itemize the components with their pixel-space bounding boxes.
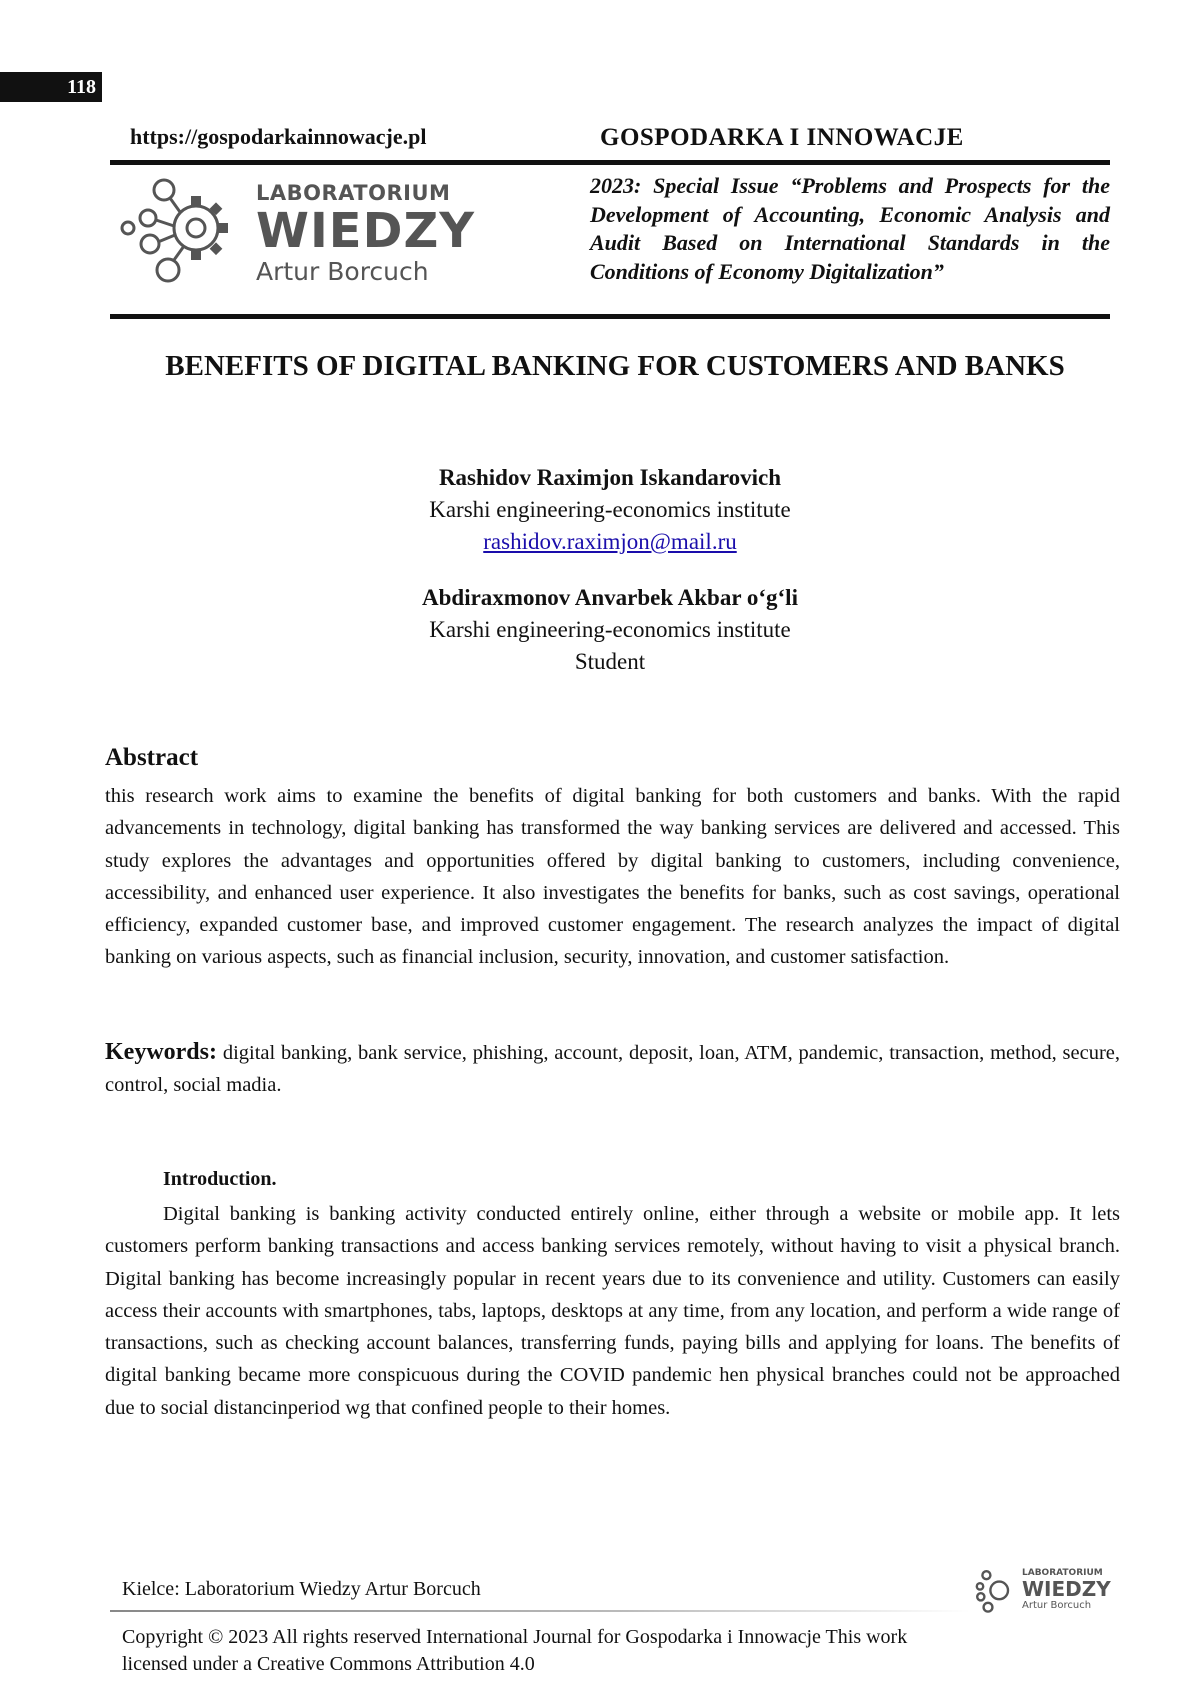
footer-publisher: Kielce: Laboratorium Wiedzy Artur Borcuch bbox=[122, 1578, 481, 1600]
page-number: 118 bbox=[0, 72, 102, 102]
introduction-text: Digital banking is banking activity conducted entirely online, either through a website or mobile app. It lets customers perform banking transactions and access banking services remotely, without having to visit a physical branch. Digital banking has become increasingly popular in recent years due to its convenience and utility. Customers can easily access their accounts with smartphones, tabs, laptops, desktops at any time, from any location, and perform a wide range of transactions, such as checking account balances, transferring funds, paying bills and applying for loans. The benefits of digital banking became more conspicuous during the COVID pandemic hen physical branches could not be approached due to social distancinperiod wg that confined people to their homes. bbox=[105, 1203, 1120, 1419]
special-issue: 2023: Special Issue “Problems and Prospects for the Development of Accounting, Economic Analysis and Audit Based on International Standards in the Conditions of Economy Digitalization” bbox=[590, 173, 1110, 284]
publisher-logo bbox=[118, 172, 475, 292]
footer-logo-line-3: Artur Borcuch bbox=[1022, 1600, 1092, 1611]
keywords-text: digital banking, bank service, phishing, account, deposit, loan, ATM, pandemic, transaction, method, secure, control, social madia. bbox=[105, 1042, 1121, 1096]
journal-title: GOSPODARKA I INNOWACJE bbox=[600, 124, 964, 151]
author-2-name: Abdiraxmonov Anvarbek Akbar o‘g‘li bbox=[422, 585, 798, 610]
footer-gear-logo-icon bbox=[968, 1566, 1020, 1618]
header-rule-bottom bbox=[110, 314, 1110, 319]
header-rule-top bbox=[110, 160, 1110, 165]
keywords-label: Keywords: bbox=[105, 1039, 217, 1065]
footer-logo-line-1: LABORATORIUM bbox=[1022, 1568, 1103, 1578]
footer-rule bbox=[110, 1610, 970, 1612]
gear-logo-icon bbox=[118, 172, 248, 292]
logo-line-1: LABORATORIUM bbox=[256, 181, 451, 205]
abstract-heading: Abstract bbox=[105, 744, 199, 771]
article-title: BENEFITS OF DIGITAL BANKING FOR CUSTOMERS AND BANKS bbox=[165, 350, 1065, 382]
author-1-affiliation: Karshi engineering-economics institute bbox=[429, 497, 791, 522]
author-1-email-link[interactable]: rashidov.raximjon@mail.ru bbox=[483, 529, 737, 554]
footer-logo-line-2: WIEDZY bbox=[1022, 1577, 1111, 1601]
author-2-role: Student bbox=[574, 649, 646, 674]
journal-url[interactable]: https://gospodarkainnowacje.pl bbox=[130, 124, 427, 149]
keywords-block bbox=[105, 1036, 1120, 1101]
author-1-name: Rashidov Raximjon Iskandarovich bbox=[438, 465, 782, 490]
author-block bbox=[310, 462, 910, 678]
logo-line-3: Artur Borcuch bbox=[256, 257, 429, 286]
abstract-text: this research work aims to examine the benefits of digital banking for both customers and banks. With the rapid advancements in technology, digital banking has transformed the way banking services are delivered and accessed. This study explores the advantages and opportunities offered by digital banking to customers, including convenience, accessibility, and enhanced user experience. It also investigates the benefits for banks, such as cost savings, operational efficiency, expanded customer base, and improved customer engagement. The research analyzes the impact of digital banking on various aspects, such as financial inclusion, security, innovation, and customer satisfaction. bbox=[105, 785, 1120, 969]
introduction-heading: Introduction. bbox=[163, 1168, 277, 1190]
logo-line-2: WIEDZY bbox=[256, 203, 475, 259]
author-2-affiliation: Karshi engineering-economics institute bbox=[429, 617, 791, 642]
footer-logo bbox=[968, 1562, 1118, 1622]
footer-copyright: Copyright © 2023 All rights reserved International Journal for Gospodarka i Innowacje This work licensed under a Creative Commons Attribution 4.0 bbox=[122, 1626, 908, 1675]
